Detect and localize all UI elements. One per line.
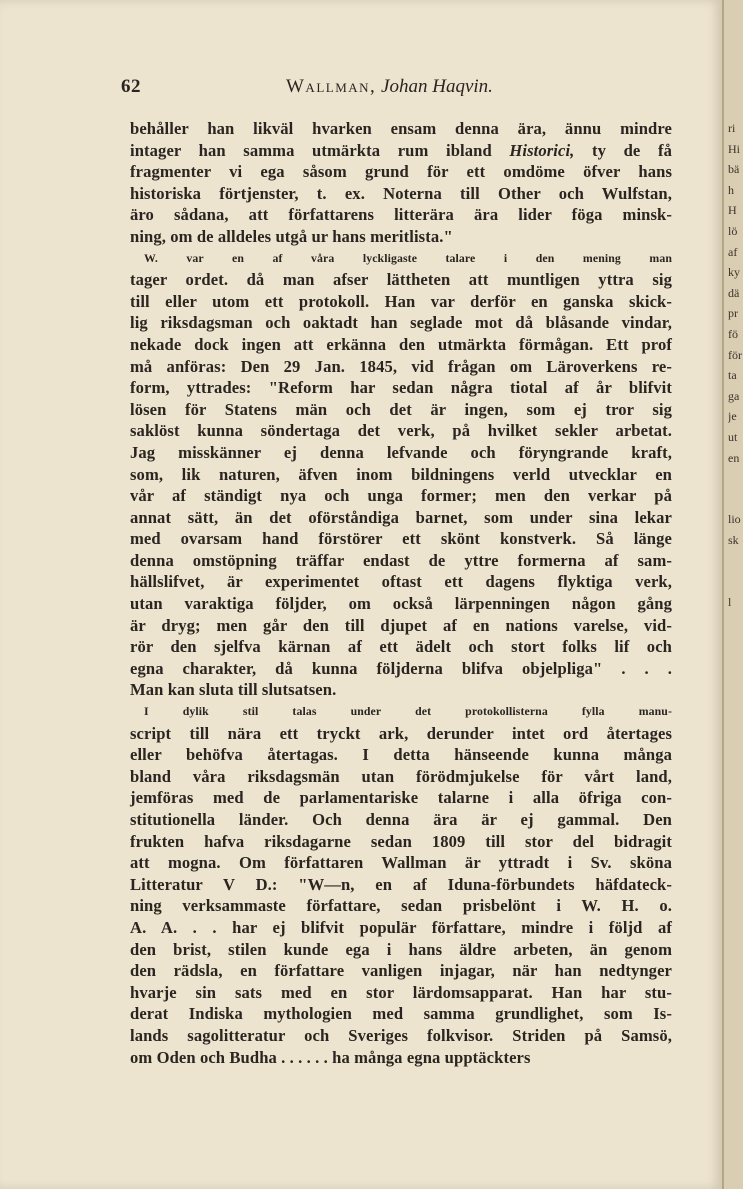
text-line: lösen för Statens män och det är ingen, som ej tror sig — [130, 399, 672, 419]
text-line: behåller han likväl hvarken ensam denna ära, ännu mindre — [130, 119, 672, 138]
text-line: hällslifvet, är experimentet oftast ett dagens flyktiga verk, — [130, 572, 672, 592]
text-line: äro sådana, att författarens litterära ära lider föga minsk- — [130, 205, 672, 225]
text-line: frukten hafva riksdagarne sedan 1809 till stor del bidragit — [130, 831, 672, 851]
facing-page-fragments: ri Hi bä h H lö af ky dä pr fö för ta ga je ut en lio sk l — [728, 121, 742, 609]
text-line: jemföras med de parlamentariske talarne i alla öfriga con- — [130, 788, 672, 808]
text-line: är dryg; men går den till djupet af en nations varelse, vid- — [130, 615, 672, 635]
text-line: ning verksammaste författare, sedan prisbelönt i W. H. o. — [130, 896, 672, 916]
text-line: till eller utom ett protokoll. Han var derför en ganska skick- — [130, 291, 672, 311]
running-header — [121, 76, 681, 100]
text-line: intager han samma utmärkta rum ibland Historici, ty de få — [130, 140, 672, 160]
text-line: rör den sjelfva kärnan af ett ädelt och stort folks lif och — [130, 637, 672, 657]
running-title — [286, 76, 493, 98]
italic-word: Historici, — [509, 140, 575, 160]
text-line: vår af ständigt nya och unga former; men den verkar på — [130, 486, 672, 506]
text-line: fragmenter vi ega såsom grund för ett omdöme öfver hans — [130, 162, 672, 182]
text-line: som, lik naturen, äfven inom bildningens verld utvecklar en — [130, 464, 672, 484]
text-line: utan varaktiga följder, om också lärpenningen någon gång — [130, 594, 672, 614]
running-title-given-name: Johan Haqvin. — [381, 76, 493, 97]
text-line: bland våra riksdagsmän utan förödmjukelse för vårt land, — [130, 766, 672, 786]
text-line: att mogna. Om författaren Wallman är yttradt i Sv. sköna — [130, 853, 672, 873]
text-line: Litteratur V D.: "W—n, en af Iduna-förbundets häfdateck- — [130, 874, 672, 894]
text-line: nekade dock ingen att erkänna den utmärkta förmågan. Ett prof — [130, 334, 672, 354]
text-line: hvarje sin sats med en stor lärdomsapparat. Han har stu- — [130, 982, 672, 1002]
text-line: form, yttrades: "Reform har sedan några tiotal af år blifvit — [130, 378, 672, 398]
running-title-name: Wallman, — [286, 76, 377, 97]
text-line: A. A. . . har ej blifvit populär författare, mindre i följd af — [130, 917, 672, 937]
text-line: egna charakter, då kunna följderna blifva objelpliga" . . . — [130, 658, 672, 678]
text-line: historiska förtjenster, t. ex. Noterna till Other och Wulfstan, — [130, 183, 672, 203]
text-line: den rädsla, en författare vanligen injagar, när han nedtynger — [130, 961, 672, 981]
text-line: denna omstöpning träffar endast de yttre formerna af sam- — [130, 550, 672, 570]
text-line: annat sätt, än det oförståndiga barnet, som under sina lekar — [130, 507, 672, 527]
text-line: Man kan sluta till slutsatsen. — [130, 680, 337, 700]
text-line: den brist, stilen kunde ega i hans äldre arbeten, än genom — [130, 939, 672, 959]
text-line: må anföras: Den 29 Jan. 1845, vid frågan om Läroverkens re- — [130, 356, 672, 376]
page-number: 62 — [121, 76, 141, 97]
text-line: ning, om de alldeles utgå ur hans meritlista." — [130, 226, 453, 246]
text-line: om Oden och Budha . . . . . . ha många egna upptäckters — [130, 1047, 531, 1067]
text-line: saklöst kunna söndertaga det verk, på hvilket sekler arbetat. — [130, 421, 672, 441]
text-line: Jag misskänner ej denna lefvande och föryngrande kraft, — [130, 442, 672, 462]
text-line: I dylik stil talas under det protokollisterna fylla manu- — [144, 704, 672, 719]
text-line: lig riksdagsman och oaktadt han seglade mot då blåsande vindar, — [130, 313, 672, 333]
body-text — [130, 118, 672, 1068]
text-line: derat Indiska mythologien med samma grundlighet, som Is- — [130, 1004, 672, 1024]
text-line: lands sagolitteratur och Sveriges folkvisor. Striden på Samsö, — [130, 1025, 672, 1045]
text-line: script till nära ett tryckt ark, derunder intet ord återtages — [130, 723, 672, 743]
text-line: med ovarsam hand förstörer ett skönt konstverk. Så länge — [130, 529, 672, 549]
text-line: stitutionella länder. Och denna ära är ej gammal. Den — [130, 810, 672, 829]
text-line: tager ordet. då man afser lättheten att muntligen yttra sig — [130, 270, 672, 290]
text-line: eller behöfva återtagas. I detta hänseende kunna många — [130, 745, 672, 765]
text-line: W. var en af våra lyckligaste talare i den mening man — [144, 250, 672, 265]
